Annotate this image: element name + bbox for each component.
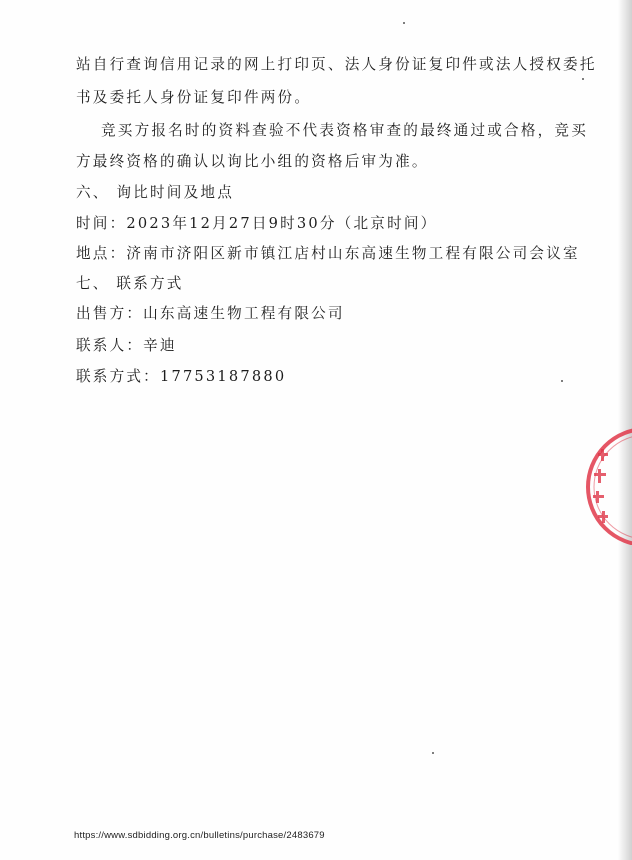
- paragraph-1-line-1: 站自行查询信用记录的网上打印页、法人身份证复印件或法人授权委托: [76, 56, 597, 73]
- source-url-footer: https://www.sdbidding.org.cn/bulletins/purchase/2483679: [74, 830, 325, 841]
- paragraph-2-line-1: 竞买方报名时的资料查验不代表资格审查的最终通过或合格，竞买: [101, 122, 589, 139]
- scan-speck: [432, 752, 434, 754]
- scan-speck: [582, 78, 584, 80]
- section-7-heading: 七、 联系方式: [76, 275, 184, 292]
- seller-line: 出售方：山东高速生物工程有限公司: [76, 305, 345, 322]
- company-seal-stamp: [584, 425, 632, 545]
- contact-person-line: 联系人：辛迪: [76, 337, 177, 354]
- scan-speck: [561, 380, 563, 382]
- section-6-heading: 六、 询比时间及地点: [76, 184, 234, 201]
- time-line: 时间：2023年12月27日9时30分（北京时间）: [76, 215, 438, 232]
- scan-speck: [403, 22, 405, 24]
- location-line: 地点：济南市济阳区新市镇江店村山东高速生物工程有限公司会议室: [76, 245, 580, 262]
- paragraph-1-line-2: 书及委托人身份证复印件两份。: [76, 89, 312, 106]
- paragraph-2-line-2: 方最终资格的确认以询比小组的资格后审为准。: [76, 153, 429, 170]
- phone-line: 联系方式：17753187880: [76, 368, 287, 385]
